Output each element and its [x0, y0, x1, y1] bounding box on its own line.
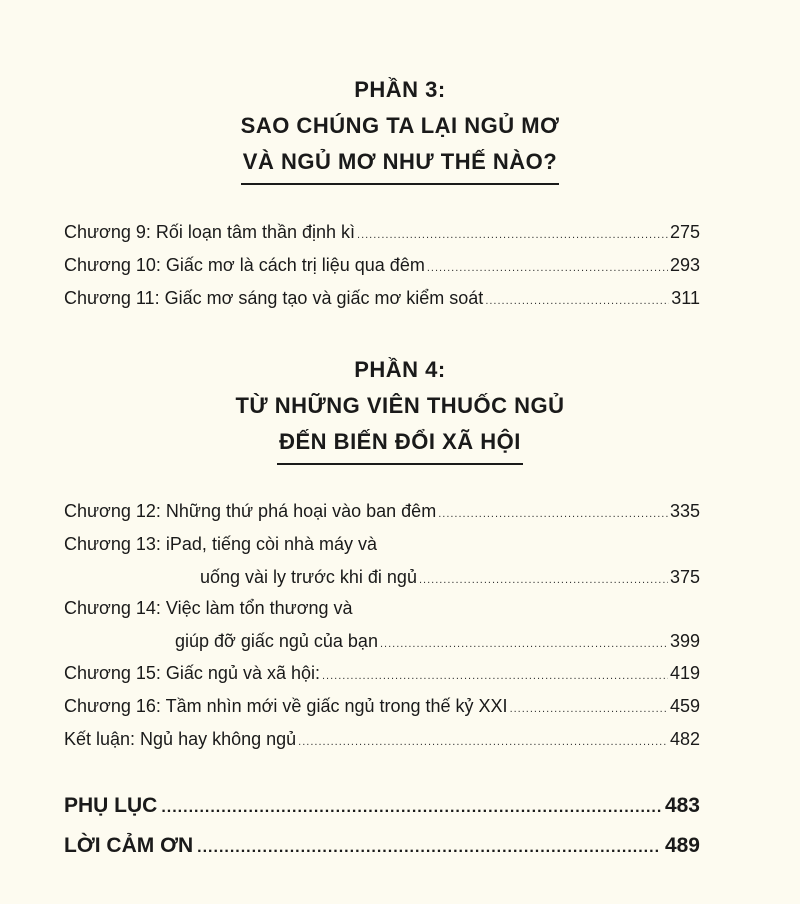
toc-entry-page: 375: [669, 567, 700, 587]
toc-entry-chapter-14-line1[interactable]: [64, 594, 700, 622]
toc-entry-page: 459: [669, 696, 700, 716]
toc-entry-acknowledgements[interactable]: [64, 830, 700, 862]
dot-leader: [510, 695, 668, 723]
dot-leader: [419, 566, 668, 594]
part4-title-line2: ĐẾN BIẾN ĐỔI XÃ HỘI: [277, 427, 523, 465]
part4-label: PHẦN 4:: [354, 357, 446, 382]
toc-entry-conclusion[interactable]: [64, 725, 700, 753]
toc-entry-chapter-9[interactable]: [64, 218, 700, 246]
dot-leader: [322, 662, 668, 690]
toc-entry-title: Chương 14: Việc làm tổn thương và: [64, 598, 353, 618]
part3-title-line2: VÀ NGỦ MƠ NHƯ THẾ NÀO?: [241, 147, 559, 185]
toc-entry-title: Chương 13: iPad, tiếng còi nhà máy và: [64, 534, 378, 554]
toc-entry-chapter-14-line2[interactable]: [175, 627, 700, 655]
dot-leader: [197, 832, 661, 864]
toc-entry-chapter-16[interactable]: [64, 692, 700, 720]
toc-entry-title: Chương 16: Tầm nhìn mới về giấc ngủ trong thế kỷ XXI: [64, 696, 508, 716]
toc-entry-page: 419: [669, 663, 700, 683]
toc-entry-appendix[interactable]: [64, 790, 700, 822]
dot-leader: [357, 221, 668, 249]
toc-entry-page: 399: [669, 631, 700, 651]
toc-entry-page: 293: [669, 255, 700, 275]
toc-entry-page: 483: [664, 794, 700, 817]
part3-heading: [0, 72, 800, 180]
toc-entry-chapter-10[interactable]: [64, 251, 700, 279]
part4-heading: [0, 352, 800, 460]
toc-entry-page: 275: [669, 222, 700, 242]
part3-title-line1: SAO CHÚNG TA LẠI NGỦ MƠ: [240, 113, 560, 138]
toc-entry-title: Chương 9: Rối loạn tâm thần định kì: [64, 222, 356, 242]
toc-entry-title: LỜI CẢM ƠN: [64, 834, 194, 857]
dot-leader: [298, 728, 668, 756]
toc-entry-page: 311: [671, 288, 700, 308]
part4-title-line1: TỪ NHỮNG VIÊN THUỐC NGỦ: [235, 393, 565, 418]
toc-entry-chapter-13-line2[interactable]: [200, 563, 700, 591]
dot-leader: [380, 630, 668, 658]
toc-entry-title: Chương 10: Giấc mơ là cách trị liệu qua đêm: [64, 255, 425, 275]
toc-entry-page: 335: [669, 501, 700, 521]
toc-entry-title: Kết luận: Ngủ hay không ngủ: [64, 729, 297, 749]
toc-entry-chapter-12[interactable]: [64, 497, 700, 525]
toc-entry-page: 489: [664, 834, 700, 857]
dot-leader: [427, 254, 668, 282]
toc-entry-chapter-11[interactable]: [64, 284, 700, 312]
dot-leader: [161, 792, 661, 824]
toc-entry-chapter-15[interactable]: [64, 659, 700, 687]
toc-entry-title: Chương 15: Giấc ngủ và xã hội:: [64, 663, 320, 683]
toc-entry-chapter-13-line1[interactable]: [64, 530, 700, 558]
part3-label: PHẦN 3:: [354, 77, 446, 102]
toc-entry-page: 482: [669, 729, 700, 749]
toc-entry-continuation: giúp đỡ giấc ngủ của bạn: [175, 631, 378, 651]
toc-entry-continuation: uống vài ly trước khi đi ngủ: [200, 567, 417, 587]
dot-leader: [438, 500, 668, 528]
toc-entry-title: PHỤ LỤC: [64, 794, 158, 817]
toc-entry-title: Chương 11: Giấc mơ sáng tạo và giấc mơ kiểm soát: [64, 288, 484, 308]
dot-leader: [485, 287, 669, 315]
toc-entry-title: Chương 12: Những thứ phá hoại vào ban đêm: [64, 501, 437, 521]
